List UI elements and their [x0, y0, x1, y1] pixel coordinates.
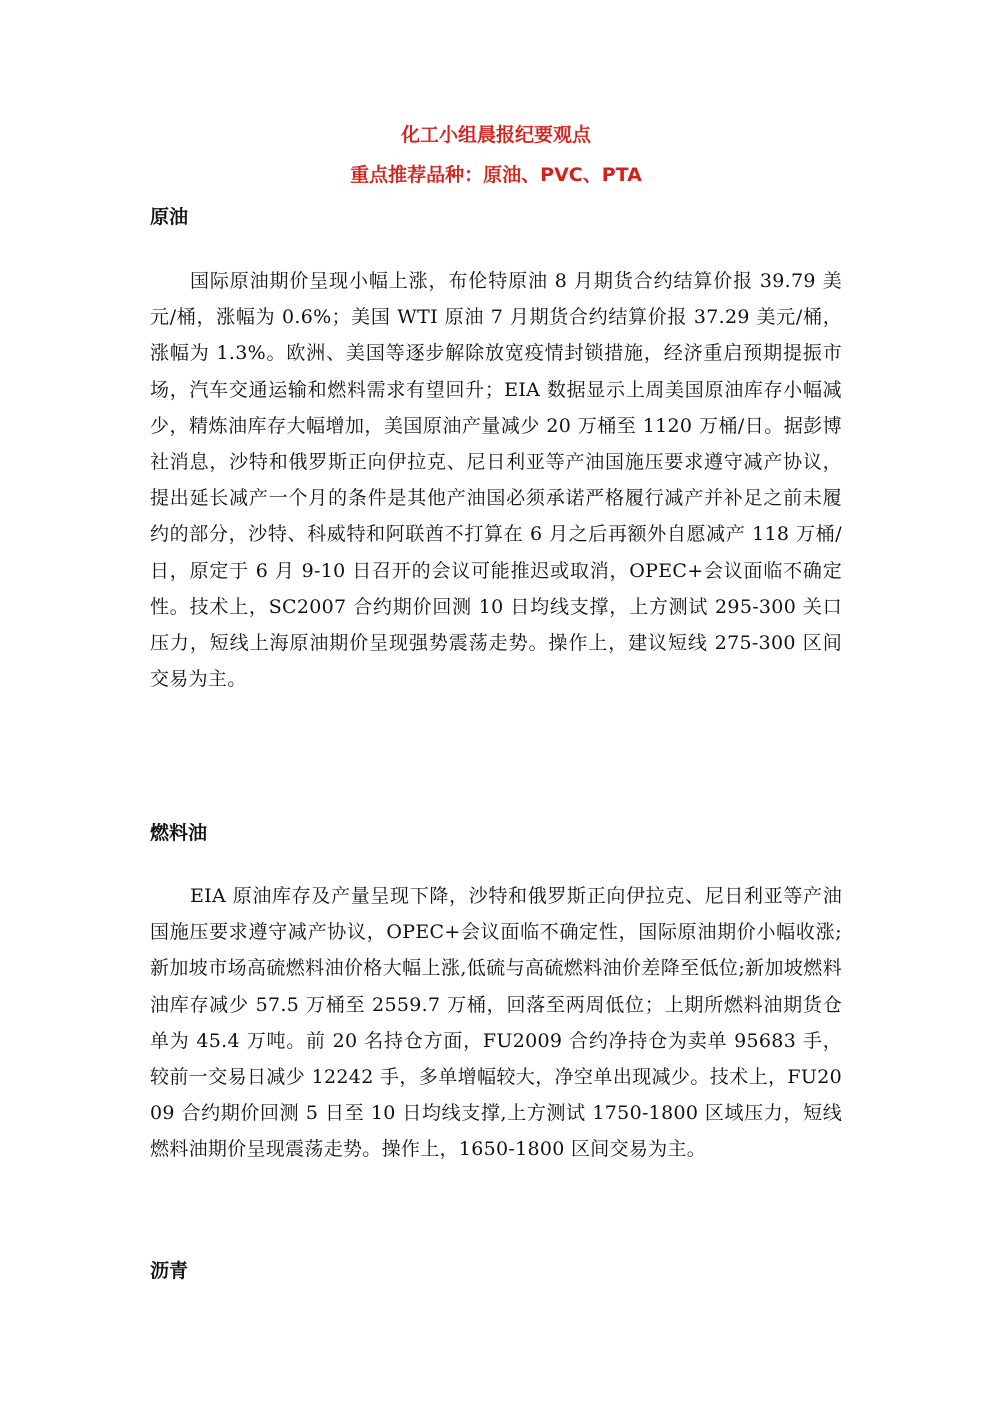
section-heading-crude-oil: 原油	[150, 206, 189, 228]
section-body-crude-oil: 国际原油期价呈现小幅上涨，布伦特原油 8 月期货合约结算价报 39.79 美元/桶，涨幅为 0.6%；美国 WTI 原油 7 月期货合约结算价报 37.29 美元/桶，涨幅为 1.3%。欧洲、美国等逐步解除放宽疫情封锁措施，经济重启预期提振市场，汽车交通运输和燃料需求有望回升；EIA 数据显示上周美国原油库存小幅减少，精炼油库存大幅增加，美国原油产量减少 20 万桶至 1120 万桶/日。据彭博社消息，沙特和俄罗斯正向伊拉克、尼日利亚等产油国施压要求遵守减产协议，提出延长减产一个月的条件是其他产油国必须承诺严格履行减产并补足之前未履约的部分，沙特、科威特和阿联酋不打算在 6 月之后再额外自愿减产 118 万桶/日，原定于 6 月 9-10 日召开的会议可能推迟或取消，OPEC+会议面临不确定性。技术上，SC2007 合约期价回测 10 日均线支撑，上方测试 295-300 关口压力，短线上海原油期价呈现强势震荡走势。操作上，建议短线 275-300 区间交易为主。	[150, 270, 842, 691]
section-heading-fuel-oil: 燃料油	[150, 822, 208, 844]
section-heading-asphalt: 沥青	[150, 1260, 189, 1282]
section-body-fuel-oil: EIA 原油库存及产量呈现下降，沙特和俄罗斯正向伊拉克、尼日利亚等产油国施压要求遵守减产协议，OPEC+会议面临不确定性，国际原油期价小幅收涨;新加坡市场高硫燃料油价格大幅上涨,低硫与高硫燃料油价差降至低位;新加坡燃料油库存减少 57.5 万桶至 2559.7 万桶，回落至两周低位；上期所燃料油期货仓单为 45.4 万吨。前 20 名持仓方面，FU2009 合约净持仓为卖单 95683 手，较前一交易日减少 12242 手，多单增幅较大，净空单出现减少。技术上，FU2009 合约期价回测 5 日至 10 日均线支撑,上方测试 1750-1800 区域压力，短线燃料油期价呈现震荡走势。操作上，1650-1800 区间交易为主。	[150, 885, 842, 1161]
document-subtitle: 重点推荐品种：原油、PVC、PTA	[350, 164, 642, 186]
document-title: 化工小组晨报纪要观点	[400, 124, 591, 146]
